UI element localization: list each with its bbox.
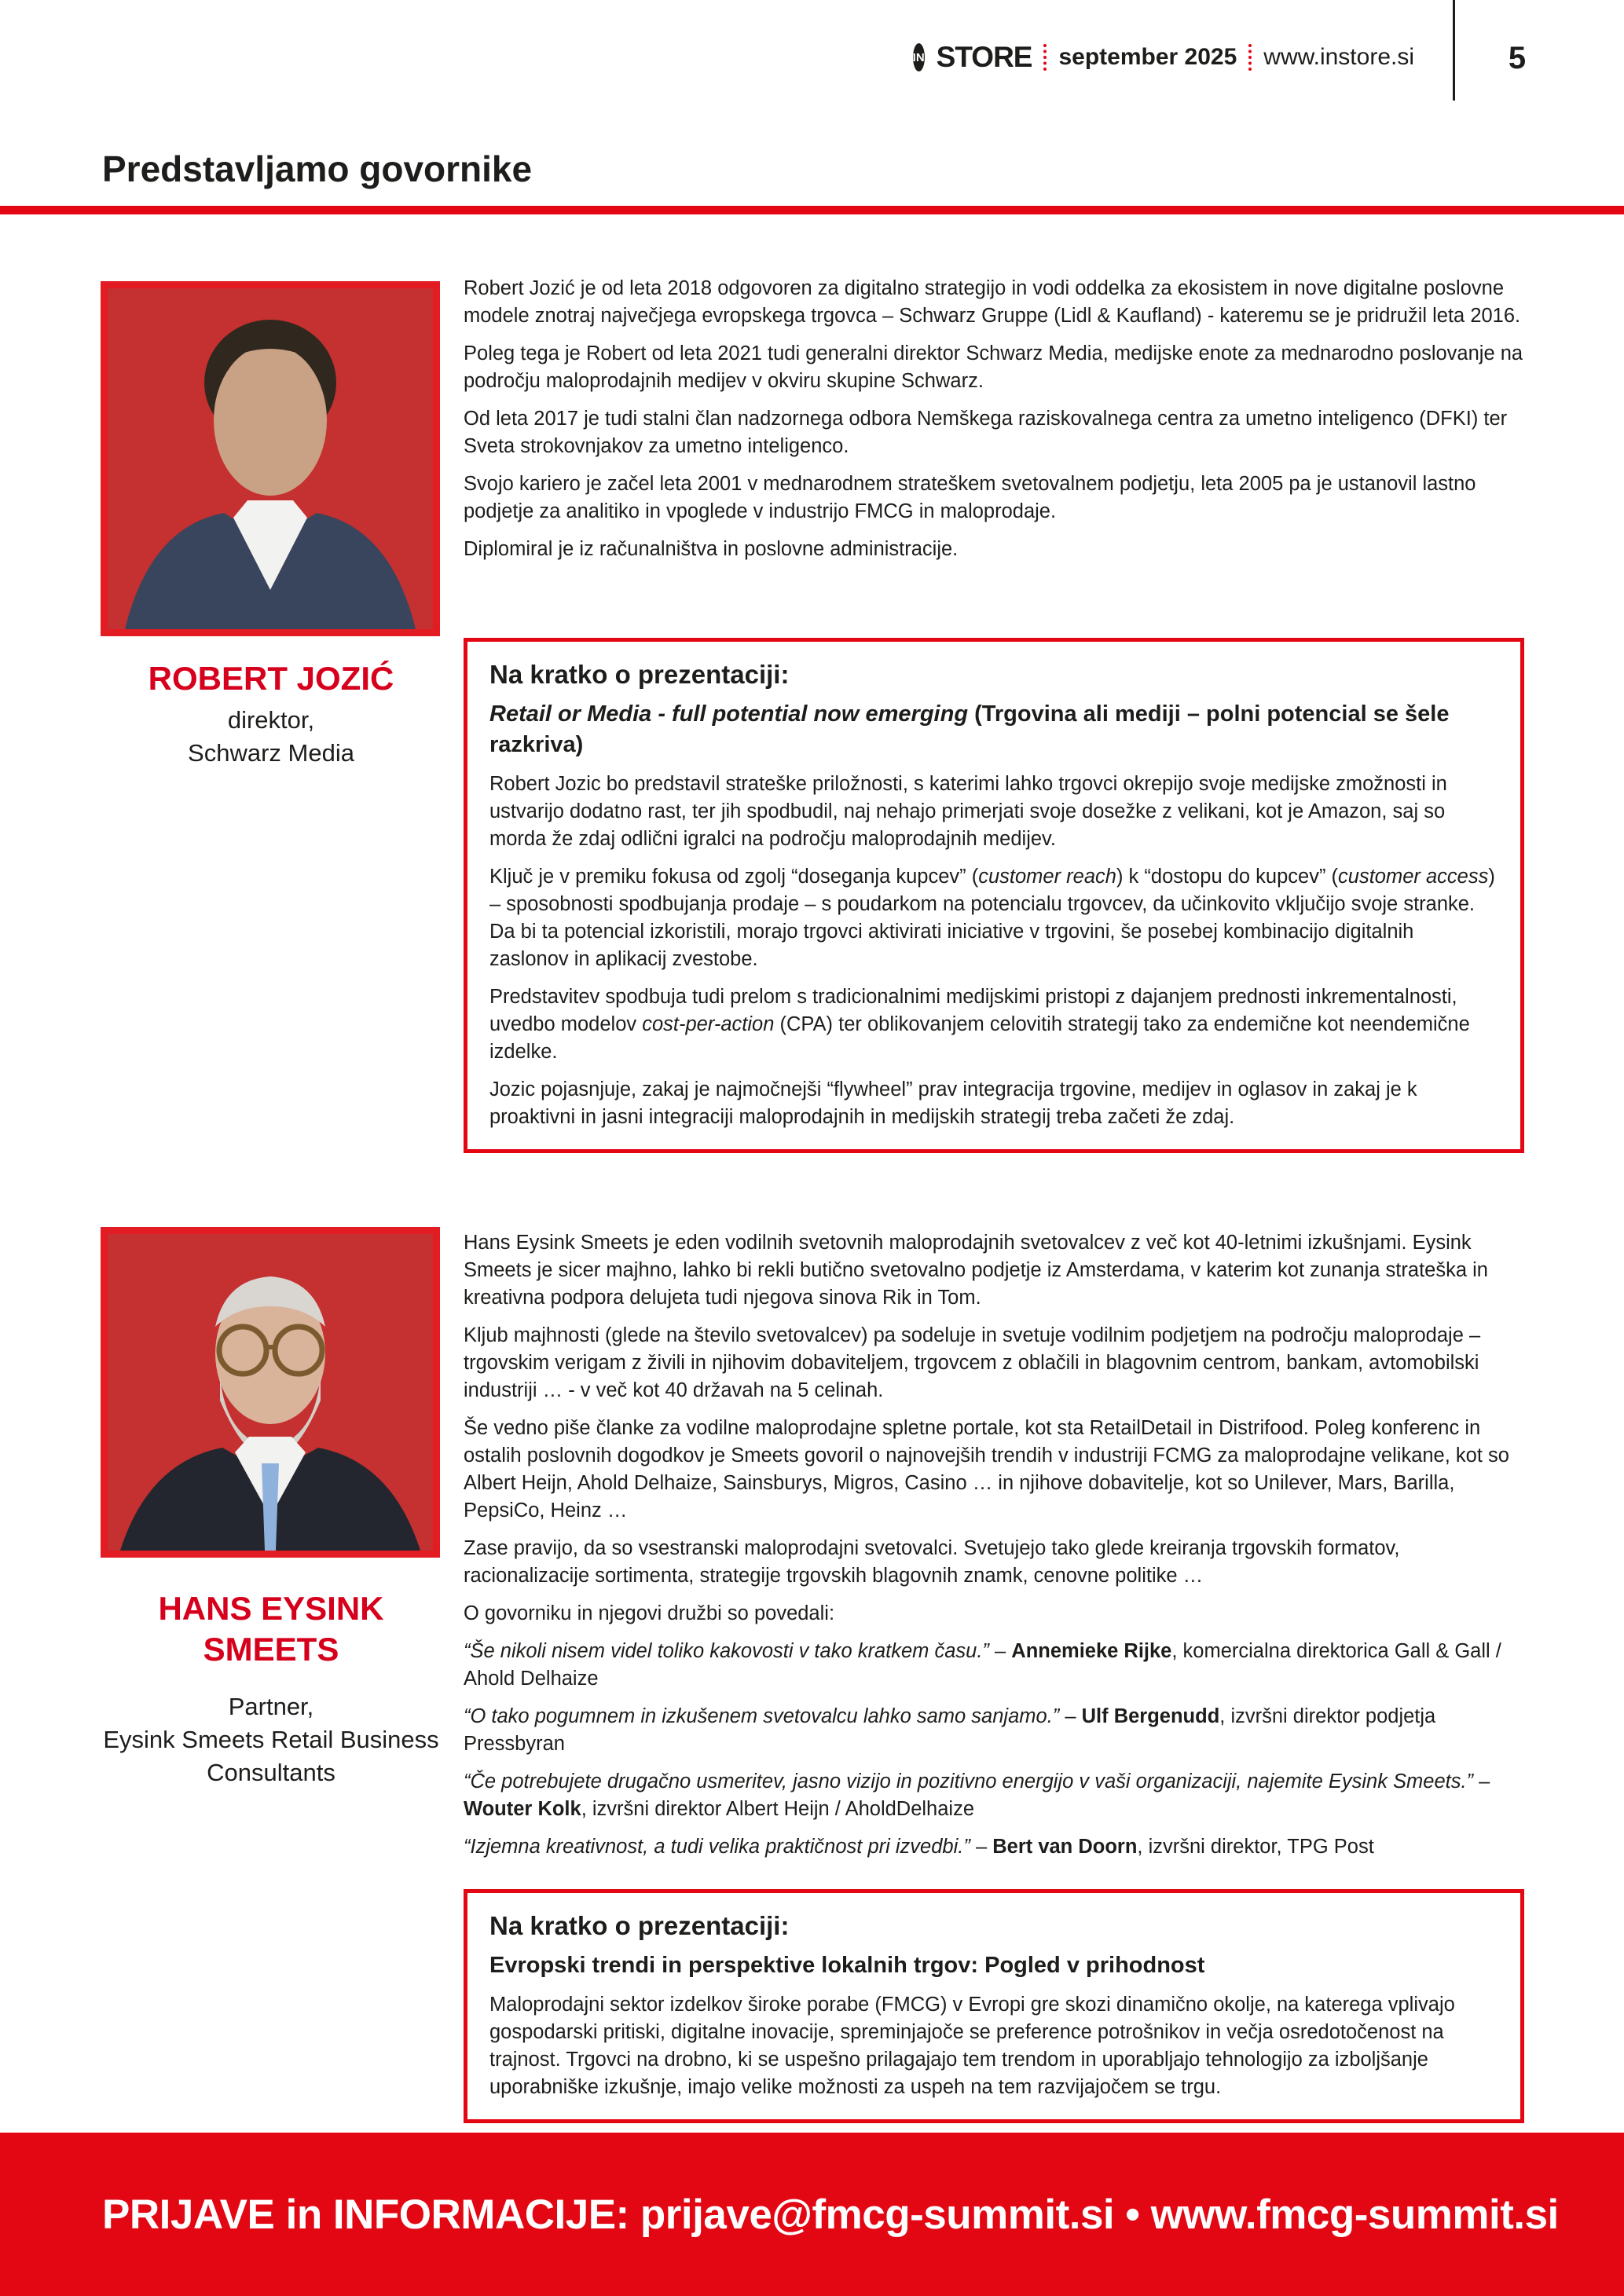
section-divider-bar	[0, 206, 1624, 214]
masthead-issue-date: september 2025	[1058, 44, 1237, 70]
presentation-paragraph: Jozic pojasnjuje, zakaj je najmočnejši “flywheel” prav integracija trgovine, medijev in oglasov in zakaj je k proaktivni in jasni integraciji maloprodajnih in medijskih strategij treba začeti že zdaj.	[489, 1078, 1417, 1128]
presentation-paragraph: Ključ je v premiku fokusa od zgolj “doseganja kupcev” (customer reach) k “dostopu do kupcev” (customer access) – sposobnosti spodbujanja prodaje – s poudarkom na potencialu trgovcev, da učinkovito vključijo svoje stranke. Da bi ta potencial izkoristili, morajo trgovci aktivirati iniciative v trgovini, še posebej kombinacijo digitalnih zaslonov in aplikacij zvestobe.	[489, 866, 1495, 970]
speaker-role-robert-jozic: direktor, Schwarz Media	[188, 706, 354, 767]
masthead	[912, 41, 1414, 74]
bio-paragraph: Diplomiral je iz računalništva in poslovne administracije.	[464, 538, 959, 560]
section-title: Predstavljamo govornike	[102, 148, 533, 189]
presentation-title: Retail or Media - full potential now emerging (Trgovina ali mediji – polni potencial se šele razkriva)	[489, 701, 1450, 757]
masthead-store-wordmark: STORE	[936, 41, 1032, 73]
testimonial-quote: “O tako pogumnem in izkušenem svetovalcu lahko samo sanjamo.” – Ulf Bergenudd, izvršni direktor podjetja Pressbyran	[464, 1705, 1436, 1755]
presentation-paragraph: Robert Jozic bo predstavil strateške priložnosti, s katerimi lahko trgovci okrepijo svoje medijske zmožnosti in ustvarijo dodatno rast, ter jih spodbudil, naj nehajo primerjati svoje dosežke z velikani, kot je Amazon, saj so morda že zdaj odlični igralci na področju maloprodajnih medijev.	[489, 773, 1447, 850]
presentation-paragraph: Maloprodajni sektor izdelkov široke porabe (FMCG) v Evropi gre skozi dinamično okolje, na katerega vplivajo gospodarski pritiski, digitalne inovacije, spreminjajoče se preference potrošnikov in večja osredotočenost na trajnost. Trgovci na drobno, ki se uspešno prilagajajo tem trendom in uporabljajo tehnologijo za izboljšanje uporabniške izkušnje, imajo velike možnosti za uspeh na tem razvijajočem se trgu.	[489, 1994, 1455, 2098]
registration-banner	[0, 2133, 1624, 2296]
speaker-photo-robert-jozic	[101, 281, 440, 636]
speaker-photo-hans-eysink-smeets	[101, 1227, 440, 1558]
testimonial-quote: “Še nikoli nisem videl toliko kakovosti v tako kratkem času.” – Annemieke Rijke, komercialna direktorica Gall & Gall / Ahold Delhaize	[464, 1640, 1501, 1690]
testimonial-quote: “Izjemna kreativnost, a tudi velika praktičnost pri izvedbi.” – Bert van Doorn, izvršni direktor, TPG Post	[464, 1836, 1374, 1858]
instore-logo-icon: IN	[913, 43, 925, 71]
bio-paragraph: Še vedno piše članke za vodilne maloprodajne spletne portale, kot sta RetailDetail in Distrifood. Poleg konferenc in ostalih poslovnih dogodkov je Smeets govoril o najnovejših trendih v industriji FCMG za maloprodajne velikane, kot so Albert Heijn, Ahold Delhaize, Sainsburys, Migros, Casino … in njihove dobavitelje, kot so Unilever, Mars, Barilla, PepsiCo, Heinz …	[464, 1417, 1509, 1522]
bio-paragraph: Poleg tega je Robert od leta 2021 tudi generalni direktor Schwarz Media, medijske enote za mednarodno poslovanje na področju maloprodajnih medijev v okviru skupine Schwarz.	[464, 342, 1523, 392]
masthead-dotted-divider	[1043, 44, 1047, 71]
bio-paragraph: Svojo kariero je začel leta 2001 v mednarodnem strateškem svetovalnem podjetju, leta 2005 pa je ustanovil lastno podjetje za analitiko in vpoglede v industrijo FMCG in maloprodaje.	[464, 473, 1476, 522]
presentation-box-hans-eysink-smeets	[464, 1889, 1524, 2123]
portrait-illustration	[108, 288, 433, 629]
page-number: 5	[1508, 41, 1527, 75]
presentation-heading: Na kratko o prezentaciji:	[489, 1911, 790, 1940]
masthead-website: www.instore.si	[1263, 44, 1414, 70]
presentation-heading: Na kratko o prezentaciji:	[489, 660, 790, 689]
bio-paragraph: Od leta 2017 je tudi stalni član nadzornega odbora Nemškega raziskovalnega centra za umetno inteligenco (DFKI) ter Sveta strokovnjakov za umetno inteligenco.	[464, 408, 1508, 457]
testimonial-quote: “Če potrebujete drugačno usmeritev, jasno vizijo in pozitivno energijo v vaši organizaciji, najemite Eysink Smeets.” – Wouter Kolk, izvršni direktor Albert Heijn / AholdDelhaize	[464, 1771, 1490, 1820]
bio-paragraph: Robert Jozić je od leta 2018 odgovoren za digitalno strategijo in vodi oddelka za ekosistem in nove digitalne poslovne modele znotraj največjega evropskega trgovca – Schwarz Gruppe (Lidl & Kaufland) - kateremu se je pridružil leta 2016.	[464, 277, 1521, 327]
registration-banner-text: PRIJAVE in INFORMACIJE: prijave@fmcg-summit.si • www.fmcg-summit.si	[102, 2191, 1559, 2238]
speaker-bio-hans-eysink-smeets	[464, 1229, 1524, 1871]
quotes-intro: O govorniku in njegovi družbi so povedali:	[464, 1602, 835, 1624]
presentation-box-robert-jozic	[464, 638, 1524, 1153]
masthead-dotted-divider	[1248, 44, 1252, 71]
bio-paragraph: Zase pravijo, da so vsestranski maloprodajni svetovalci. Svetujejo tako glede kreiranja trgovskih formatov, racionalizacije sortimenta, strategije trgovskih blagovnih znamk, cenovne politike …	[464, 1537, 1400, 1587]
speaker-name-hans-eysink-smeets: HANS EYSINK SMEETS	[158, 1590, 384, 1668]
speaker-role-hans-eysink-smeets: Partner, Eysink Smeets Retail Business Consultants	[103, 1693, 439, 1786]
bio-paragraph: Hans Eysink Smeets je eden vodilnih svetovnih maloprodajnih svetovalcev z več kot 40-letnimi izkušnjami. Eysink Smeets je sicer majhno, lahko bi rekli butično svetovalno podjetje iz Amsterdama, v katerim kot zunanja strateška in kreativna podpora delujeta tudi njegova sinova Rik in Tom.	[464, 1232, 1488, 1309]
presentation-paragraph: Predstavitev spodbuja tudi prelom s tradicionalnimi medijskimi pristopi z dajanjem prednosti inkrementalnosti, uvedbo modelov cost-per-action (CPA) ter oblikovanjem celovitih strategij tako za endemične kot neendemične izdelke.	[489, 986, 1470, 1063]
portrait-illustration	[108, 1234, 433, 1551]
speaker-name-robert-jozic: ROBERT JOZIĆ	[148, 660, 394, 697]
presentation-title: Evropski trendi in perspektive lokalnih trgov: Pogled v prihodnost	[489, 1953, 1205, 1978]
masthead-vertical-rule	[1453, 0, 1455, 101]
speaker-bio-robert-jozic	[464, 275, 1524, 573]
bio-paragraph: Kljub majhnosti (glede na število svetovalcev) pa sodeluje in svetuje vodilnim podjetjem na področju maloprodaje – trgovskim verigam z živili in njihovim dobaviteljem, trgovcem z oblačili in blagovnim centrom, bankam, avtomobilski industriji … - v več kot 40 državah na 5 celinah.	[464, 1324, 1481, 1401]
